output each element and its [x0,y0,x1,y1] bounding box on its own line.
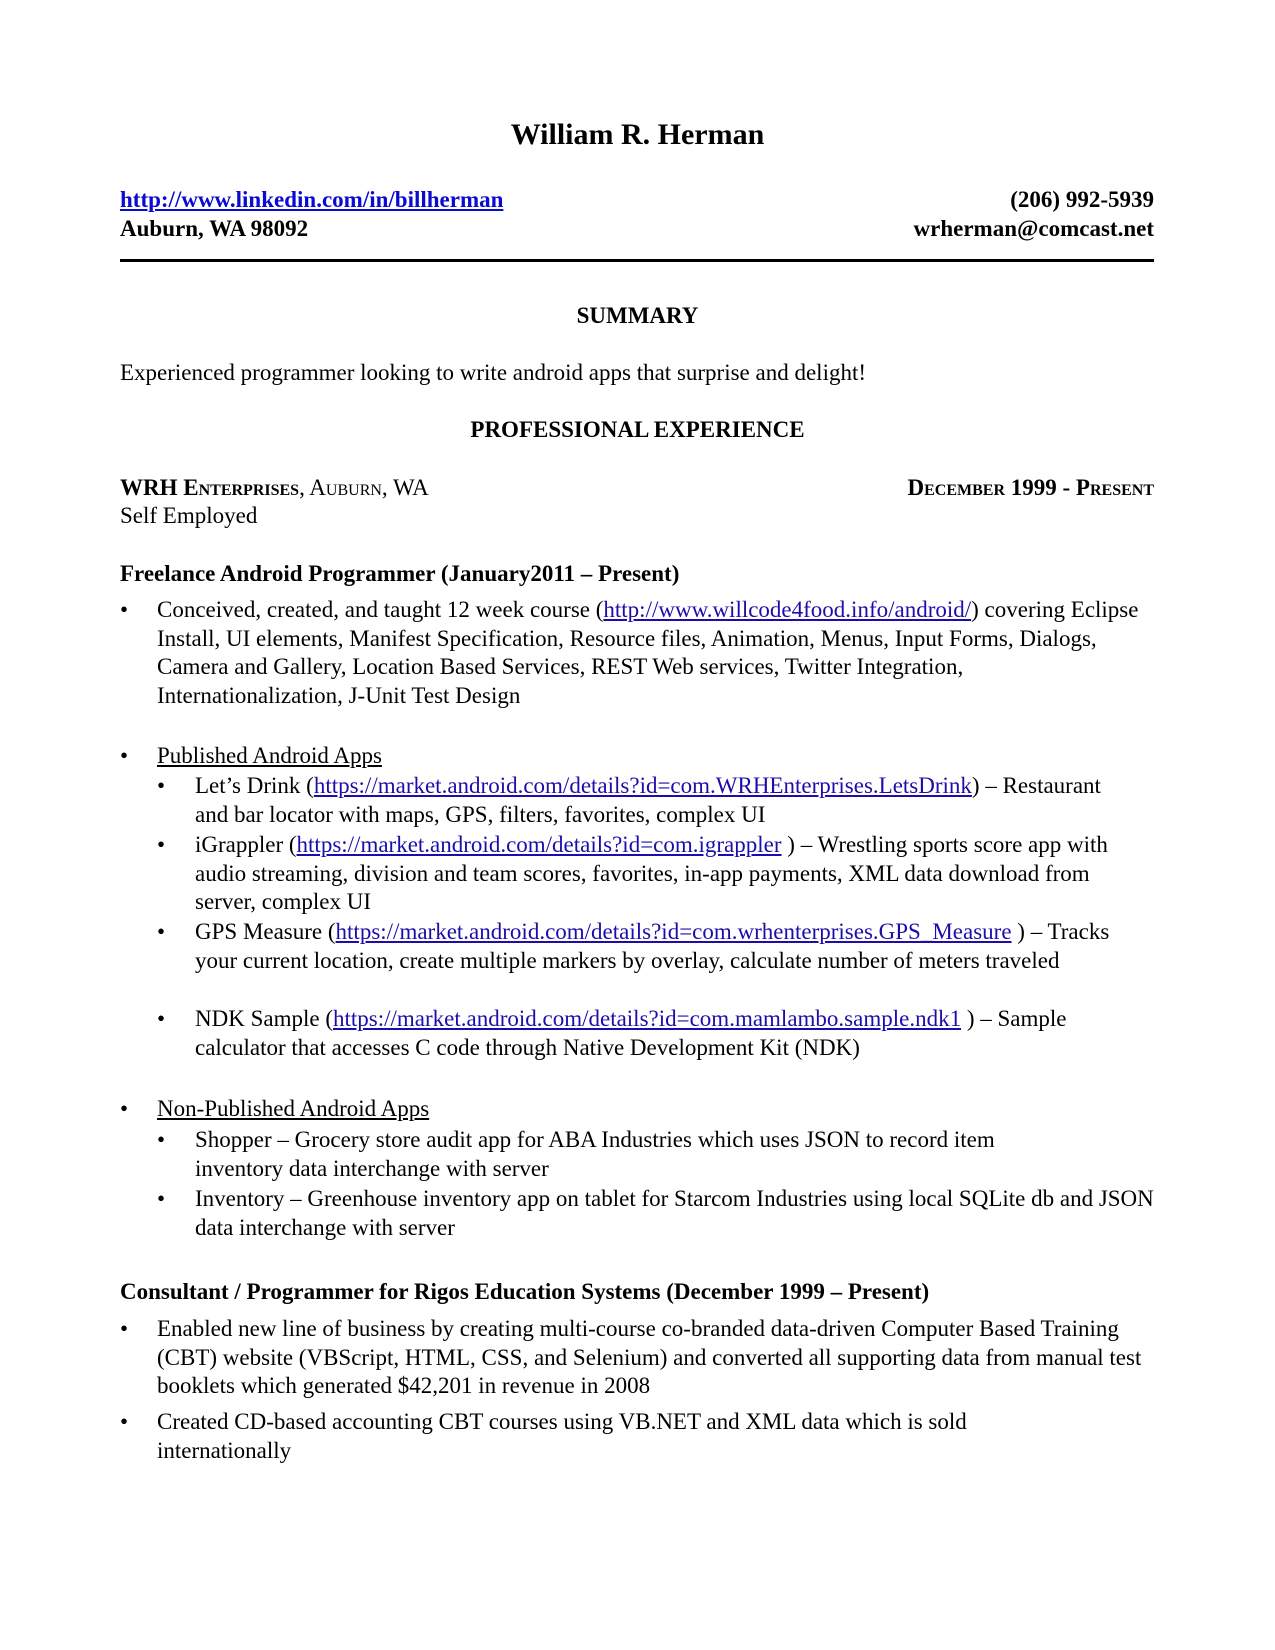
lets-drink-link[interactable]: https://market.android.com/details?id=com.WRHEnterprises.LetsDrink [313,773,972,798]
employment-dates: December 1999 - Present [907,475,1154,500]
role-title-android: Freelance Android Programmer (January2011 – Present) [120,561,680,586]
candidate-email: wrherman@comcast.net [913,216,1154,241]
candidate-phone: (206) 992-5939 [1010,187,1154,212]
employment-status: Self Employed [120,503,258,528]
published-apps-heading: Published Android Apps [157,743,382,768]
linkedin-link[interactable]: http://www.linkedin.com/in/billherman [120,187,504,212]
bullet-icon: • [120,1409,129,1434]
summary-text: Experienced programmer looking to write android apps that surprise and delight! [120,360,867,385]
header-divider [120,259,1154,262]
nonpublished-apps-heading: Non-Published Android Apps [157,1096,430,1121]
igrappler-link[interactable]: https://market.android.com/details?id=com.igrappler [296,832,782,857]
rigos-bullet-cbt-website: Enabled new line of business by creating multi-course co-branded data-driven Computer Based Training (CBT) website (VBScript, HTML, CSS, and Selenium) and converted all supporting data from manual test booklets which generated $42,201 in revenue in 2008 [157,1316,1142,1398]
bullet-icon: • [120,597,129,622]
bullet-icon: • [157,773,166,798]
bullet-icon: • [120,1096,129,1121]
candidate-location: Auburn, WA 98092 [120,216,309,241]
app-ndk-sample: NDK Sample (https://market.android.com/details?id=com.mamlambo.sample.ndk1 ) – Sample calculator that accesses C code through Native Development Kit (NDK) [195,1006,1067,1060]
app-shopper: Shopper – Grocery store audit app for ABA Industries which uses JSON to record item inventory data interchange with server [195,1127,995,1181]
rigos-bullet-cd-courses: Created CD-based accounting CBT courses using VB.NET and XML data which is sold internationally [157,1409,967,1463]
bullet-icon: • [157,832,166,857]
bullet-icon: • [120,1316,129,1341]
candidate-name: William R. Herman [510,118,765,151]
role-title-consultant: Consultant / Programmer for Rigos Education Systems (December 1999 – Present) [120,1279,930,1304]
company-name: WRH Enterprises [120,475,300,500]
app-igrappler: iGrappler (https://market.android.com/details?id=com.igrappler ) – Wrestling sports score app with audio streaming, division and team scores, favorites, in-app payments, XML data download from server, complex UI [195,832,1108,914]
app-gps-measure: GPS Measure (https://market.android.com/details?id=com.wrhenterprises.GPS_Measure ) – Tracks your current location, create multiple markers by overlay, calculate number of meters traveled [195,919,1110,973]
app-inventory: Inventory – Greenhouse inventory app on tablet for Starcom Industries using local SQLite db and JSON data interchange with server [195,1186,1154,1240]
company-line [120,474,429,502]
experience-heading: PROFESSIONAL EXPERIENCE [470,417,805,442]
bullet-icon: • [157,1127,166,1152]
summary-heading: SUMMARY [576,303,699,328]
bullet-icon: • [157,1186,166,1211]
bullet-icon: • [157,1006,166,1031]
course-bullet: Conceived, created, and taught 12 week course (http://www.willcode4food.info/android/) covering Eclipse Install, UI elements, Manifest Specification, Resource files, Animation, Menus, Input Forms, Dialogs, Camera and Gallery, Location Based Services, REST Web services, Twitter Integration, Internationalization, J-Unit Test Design [157,597,1139,708]
bullet-icon: • [157,919,166,944]
bullet-icon: • [120,743,129,768]
app-lets-drink: Let’s Drink (https://market.android.com/details?id=com.WRHEnterprises.LetsDrink) – Restaurant and bar locator with maps, GPS, filters, favorites, complex UI [195,773,1101,827]
company-location: , Auburn, WA [299,475,429,500]
course-link[interactable]: http://www.willcode4food.info/android/ [603,597,972,622]
header-left [120,186,503,214]
ndk-sample-link[interactable]: https://market.android.com/details?id=com.mamlambo.sample.ndk1 [332,1006,962,1031]
gps-measure-link[interactable]: https://market.android.com/details?id=com.wrhenterprises.GPS_Measure [335,919,1012,944]
